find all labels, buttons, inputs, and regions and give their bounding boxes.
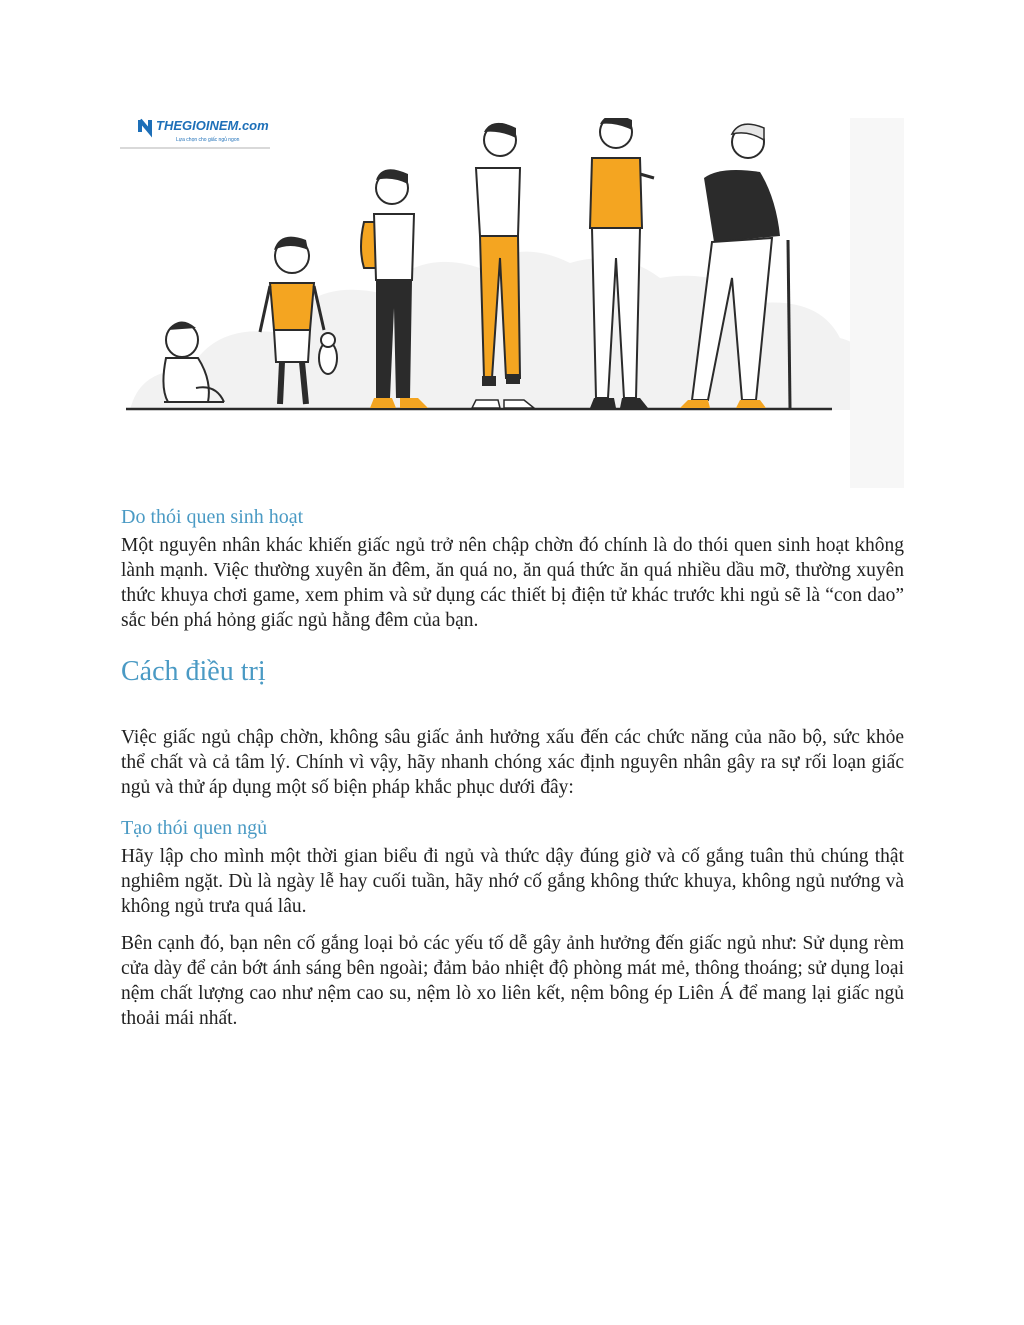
svg-text:THEGIOINEM.com: THEGIOINEM.com xyxy=(156,118,269,133)
habit-heading: Do thói quen sinh hoạt xyxy=(121,506,304,528)
treatment-heading: Cách điều trị xyxy=(121,656,266,687)
routine-heading: Tạo thói quen ngủ xyxy=(121,817,268,839)
life-stages-illustration xyxy=(120,118,904,488)
treatment-intro-paragraph: Việc giấc ngủ chập chờn, không sâu giấc ảnh hưởng xấu đến các chức năng của não bộ, sức khỏe thể chất và cả tâm lý. Chính vì vậy, hãy nhanh chóng xác định nguyên nhân gây ra sự rối loạn giấc ngủ và thử áp dụng một số biện pháp khắc phục dưới đây: xyxy=(121,727,904,798)
brand-logo xyxy=(120,118,295,152)
routine-paragraph-2: Bên cạnh đó, bạn nên cố gắng loại bỏ các yếu tố dễ gây ảnh hưởng đến giấc ngủ như: Sử dụng rèm cửa dày để cản bớt ánh sáng bên ngoài; đảm bảo nhiệt độ phòng mát mẻ, thông thoáng; sử dụng loại nệm chất lượng cao như nệm cao su, nệm lò xo liên kết, nệm bông ép Liên Á để mang lại giấc ngủ thoải mái nhất. xyxy=(121,933,904,1029)
routine-paragraph-1: Hãy lập cho mình một thời gian biểu đi ngủ và thức dậy đúng giờ và cố gắng tuân thủ chúng thật nghiêm ngặt. Dù là ngày lễ hay cuối tuần, hãy nhớ cố gắng không thức khuya, không ngủ nướng và không ngủ trưa quá lâu. xyxy=(121,846,904,917)
article-content xyxy=(121,505,904,1031)
habit-paragraph: Một nguyên nhân khác khiến giấc ngủ trở nên chập chờn đó chính là do thói quen sinh hoạt không lành mạnh. Việc thường xuyên ăn đêm, ăn quá no, ăn quá thức ăn quá nhiều dầu mỡ, thường xuyên thức khuya chơi game, xem phim và sử dụng các thiết bị điện tử khác trước khi ngủ sẽ là “con dao” sắc bén phá hỏng giấc ngủ hằng đêm của bạn. xyxy=(121,535,904,631)
svg-text:Lựa chọn cho giấc ngủ ngon: Lựa chọn cho giấc ngủ ngon xyxy=(176,137,240,143)
